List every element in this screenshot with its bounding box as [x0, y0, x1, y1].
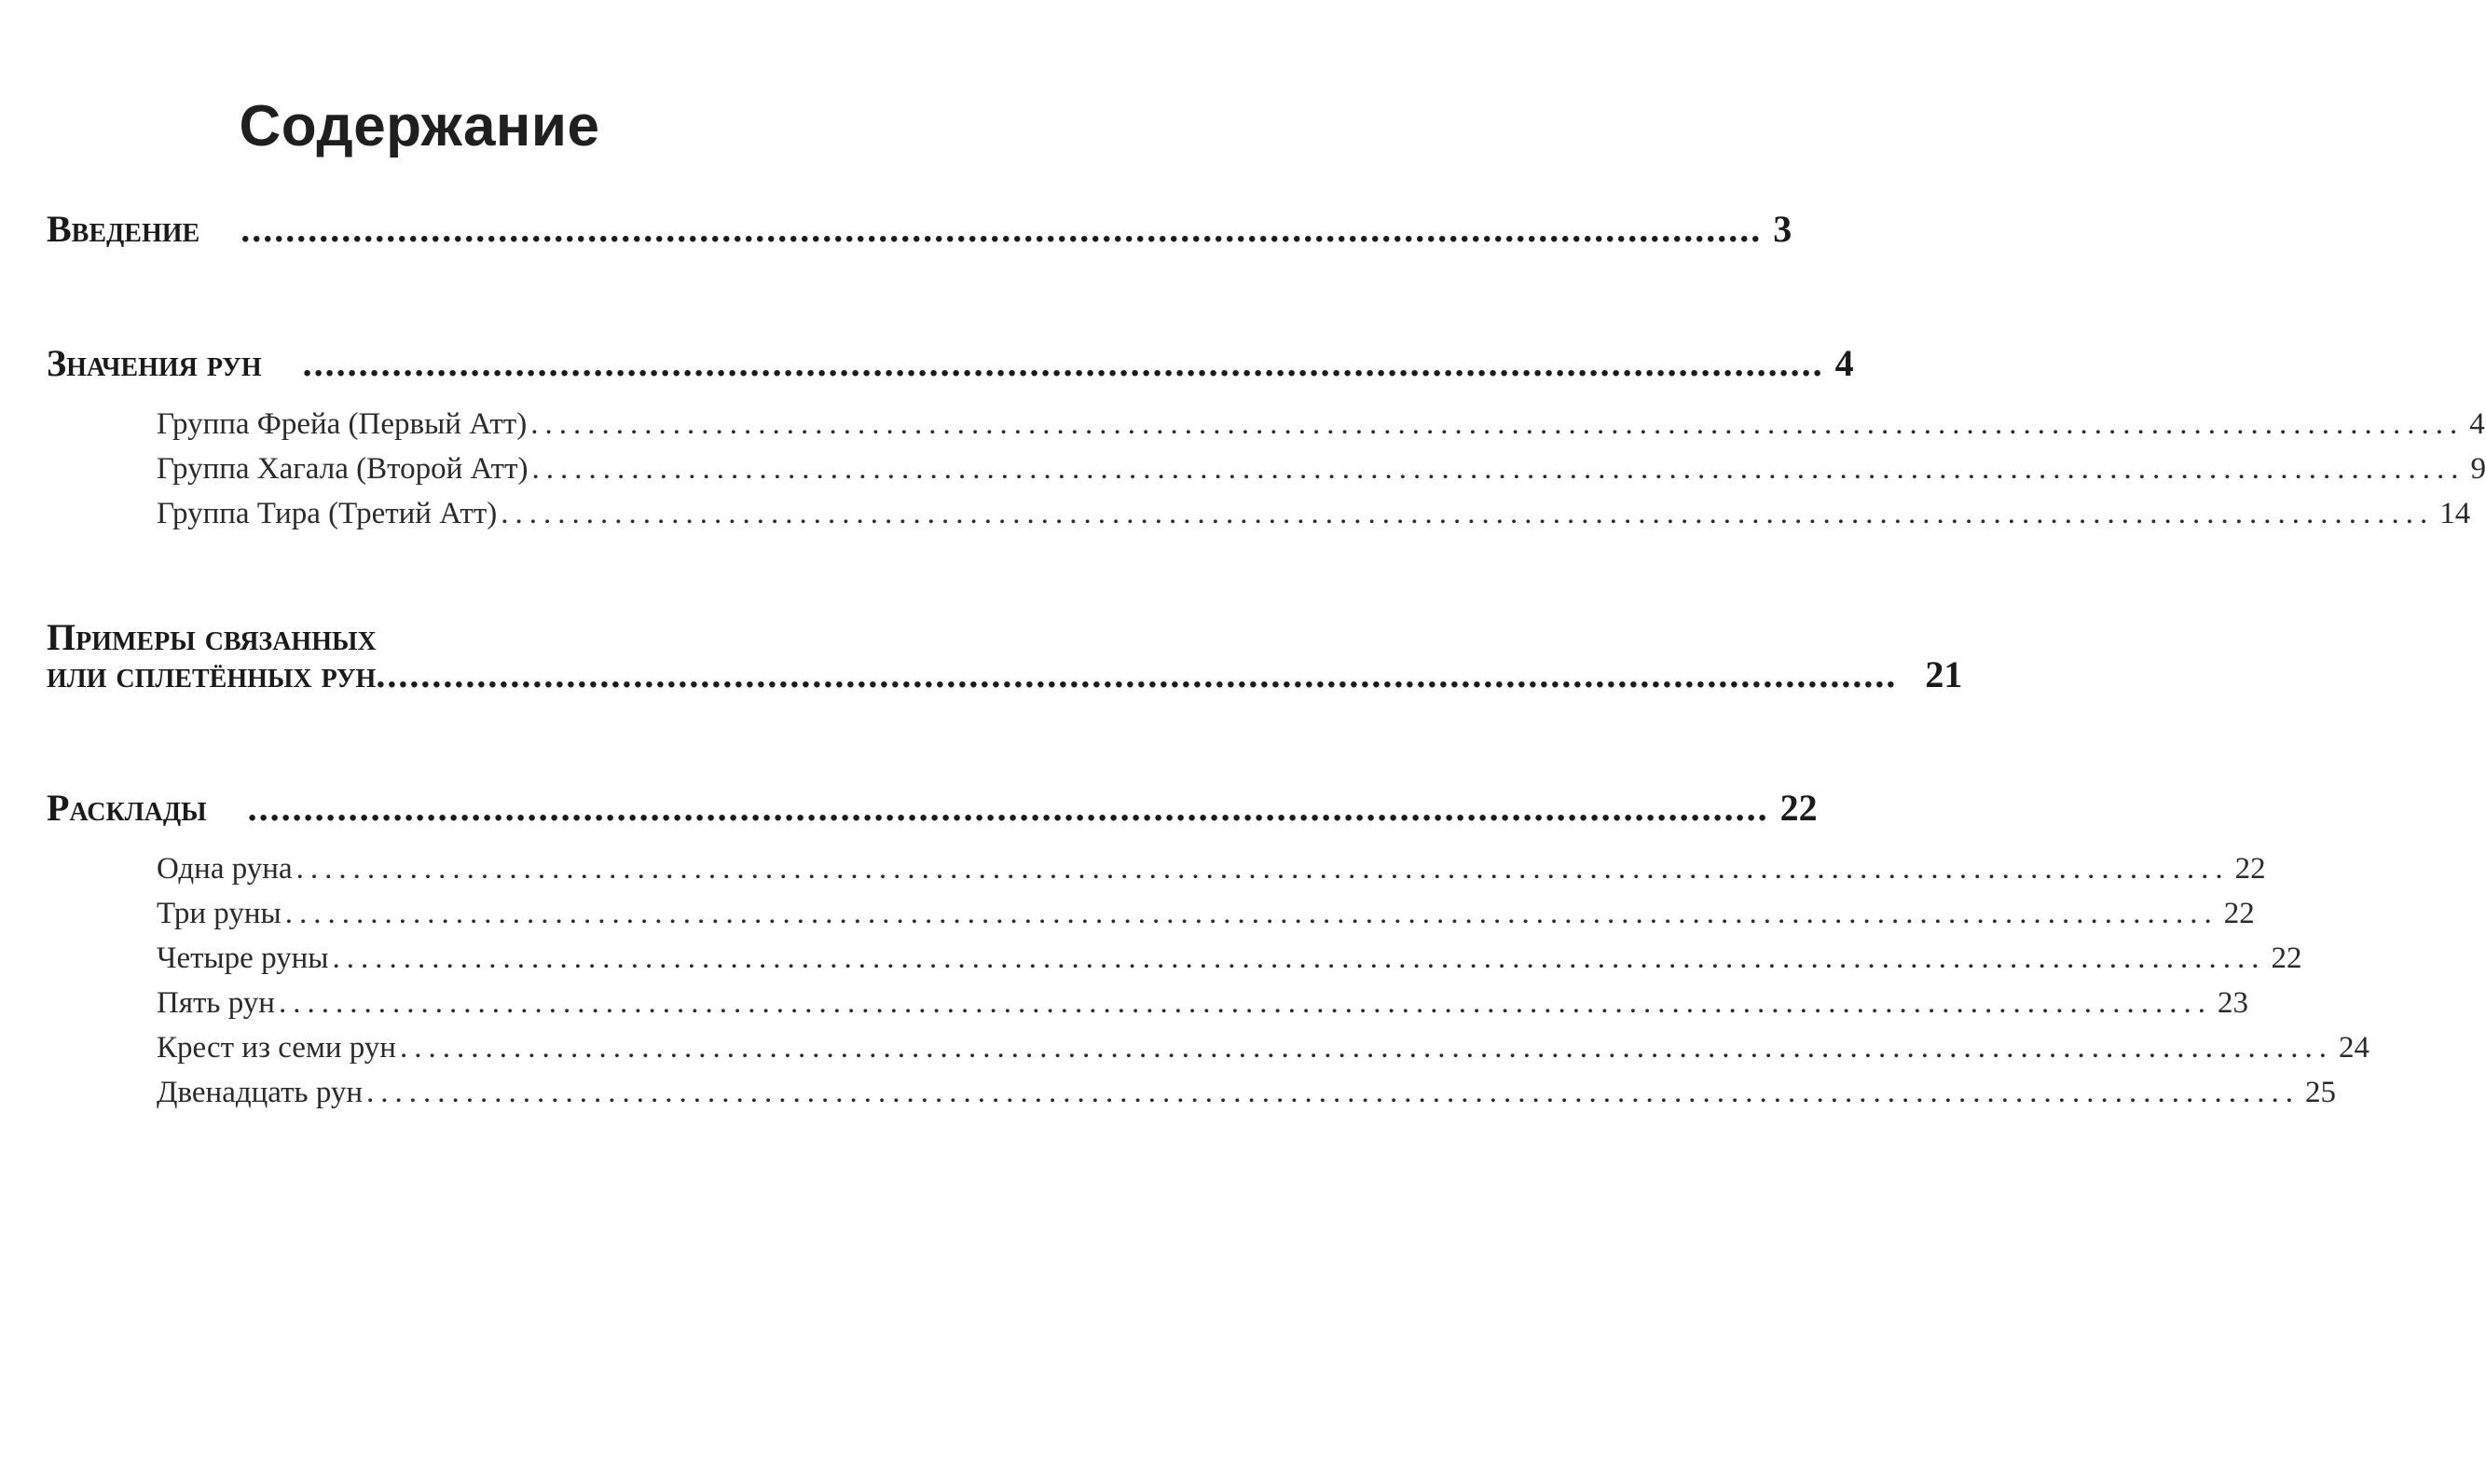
section-page-number: 9 [2470, 452, 2486, 486]
chapter-page-number: 3 [1773, 208, 1792, 250]
toc-chapter-introduction[interactable] [47, 207, 1792, 251]
toc-chapter-bound-runes[interactable] [47, 653, 1963, 696]
dot-leader: ........................................................................................................................................ [247, 787, 1769, 829]
dot-leader: ........................................................................................................................................ [295, 852, 2230, 886]
section-label: Пять рун [157, 986, 275, 1020]
section-page-number: 23 [2217, 986, 2248, 1020]
section-page-number: 24 [2338, 1031, 2369, 1065]
section-page-number: 4 [2469, 407, 2485, 441]
dot-leader: ........................................................................................................................................ [531, 452, 2465, 486]
section-page-number: 25 [2305, 1076, 2337, 1109]
dot-leader: ........................................................................................................................................ [530, 407, 2465, 441]
dot-leader: ........................................................................................................................................ [399, 1031, 2333, 1065]
chapter-page-number: 4 [1834, 342, 1854, 384]
toc-section-item[interactable] [157, 407, 2485, 442]
section-label: Группа Фрейа (Первый Атт) [157, 407, 528, 441]
section-label: Одна руна [157, 852, 293, 886]
toc-chapter-rune-meanings[interactable] [47, 341, 1854, 385]
section-label: Крест из семи рун [157, 1031, 396, 1065]
section-page-number: 14 [2439, 497, 2471, 530]
toc-section-item[interactable] [157, 1076, 2337, 1110]
dot-leader: ........................................................................................................................................ [501, 497, 2435, 530]
dot-leader: ........................................................................................................................................ [278, 986, 2212, 1020]
chapter-label-line1[interactable]: Примеры связанных [47, 616, 377, 658]
section-label: Три руны [157, 897, 282, 930]
chapter-page-number: 21 [1925, 653, 1963, 695]
page-title: Содержание [239, 94, 600, 158]
dot-leader: ........................................................................................................................................ [332, 941, 2266, 975]
toc-section-item[interactable] [157, 497, 2471, 531]
toc-section-item[interactable] [157, 1031, 2369, 1065]
chapter-page-number: 22 [1779, 787, 1818, 829]
chapter-label: Значения рун [47, 342, 262, 384]
section-page-number: 22 [2271, 941, 2302, 975]
dot-leader: ........................................................................................................................................ [302, 342, 1824, 384]
dot-leader: ........................................................................................................................................ [376, 653, 1898, 695]
toc-section-item[interactable] [157, 452, 2486, 487]
section-page-number: 22 [2234, 852, 2266, 886]
dot-leader: ........................................................................................................................................ [366, 1076, 2301, 1109]
section-label: Группа Хагала (Второй Атт) [157, 452, 529, 486]
section-label: Четыре руны [157, 941, 329, 975]
toc-chapter-spreads[interactable] [47, 786, 1818, 830]
toc-section-item[interactable] [157, 986, 2248, 1021]
toc-section-item[interactable] [157, 852, 2266, 886]
toc-section-item[interactable] [157, 941, 2302, 976]
chapter-label: Введение [47, 208, 200, 250]
toc-section-item[interactable] [157, 897, 2255, 931]
section-label: Группа Тира (Третий Атт) [157, 497, 498, 530]
section-label: Двенадцать рун [157, 1076, 364, 1109]
chapter-label: Расклады [47, 787, 207, 829]
chapter-label-line2: или сплетённых рун [47, 653, 377, 695]
dot-leader: ........................................................................................................................................ [284, 897, 2218, 930]
dot-leader: ........................................................................................................................................ [240, 208, 1763, 250]
section-page-number: 22 [2223, 897, 2255, 930]
